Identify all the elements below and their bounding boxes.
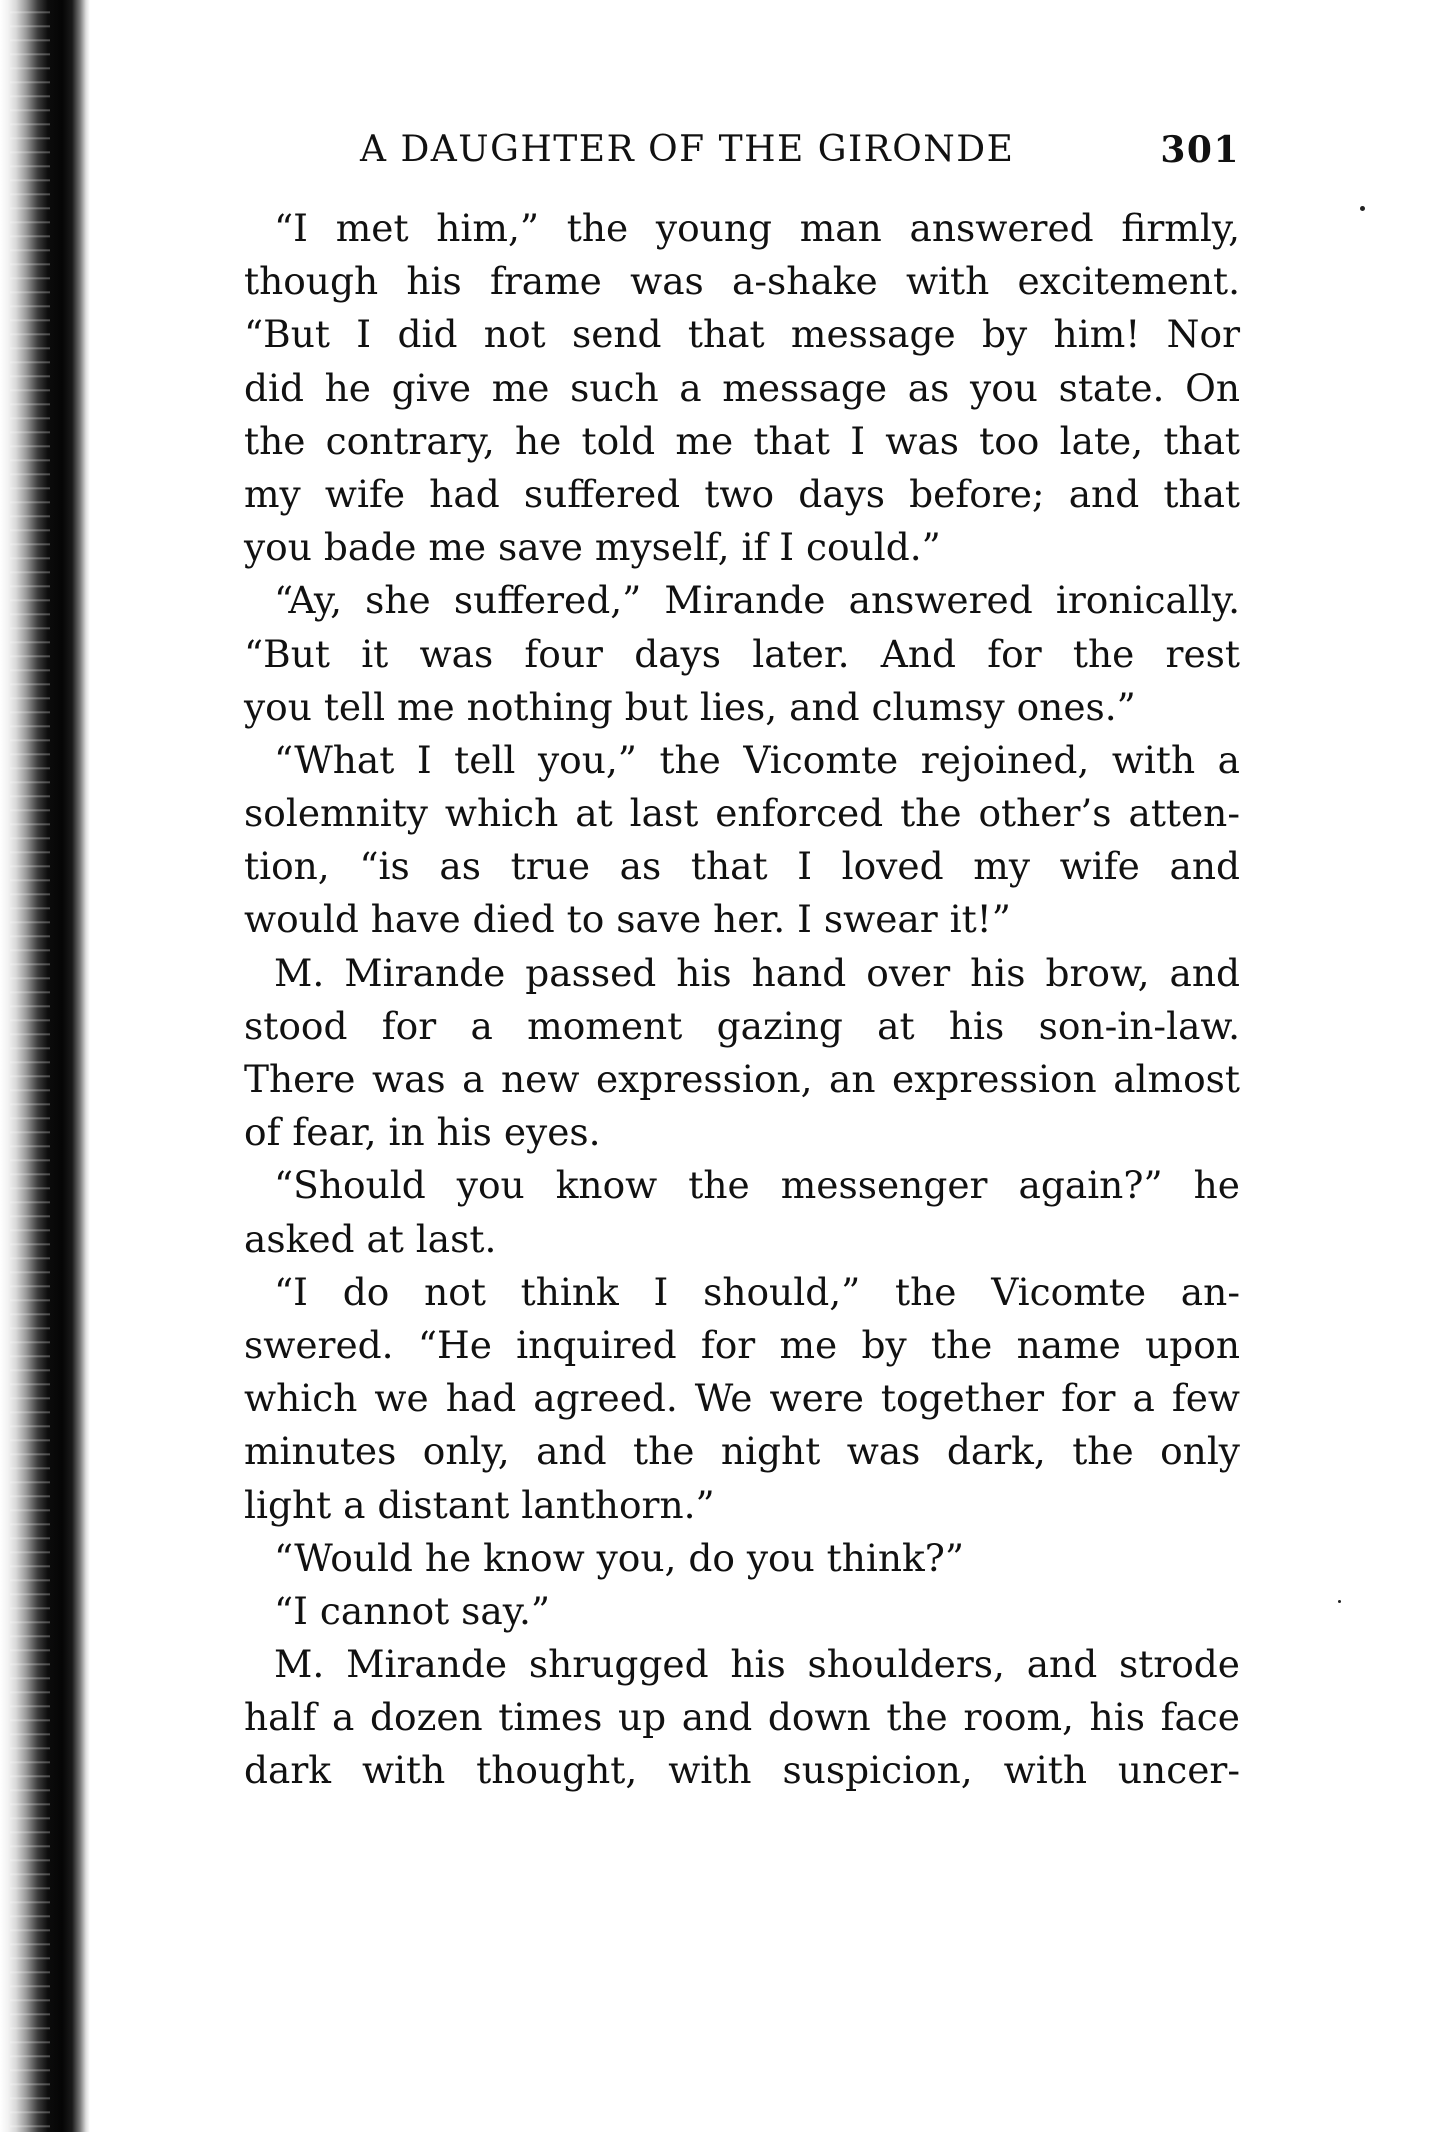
- text-line: half a dozen times up and down the room, his face: [244, 1695, 1240, 1740]
- text-line: though his frame was a-shake with excitement.: [244, 259, 1240, 304]
- text-line: “Would he know you, do you think?”: [274, 1535, 965, 1580]
- text-line: “Ay, she suffered,” Mirande answered ironically.: [274, 578, 1240, 623]
- body-text: [244, 202, 1240, 1798]
- text-line: M. Mirande passed his hand over his brow, and: [274, 950, 1240, 995]
- text-line: swered. “He inquired for me by the name upon: [244, 1322, 1240, 1367]
- ink-speck: [1338, 1600, 1341, 1603]
- running-header-title: A DAUGHTER OF THE GIRONDE: [360, 129, 1015, 170]
- text-line: you bade me save myself, if I could.”: [244, 525, 941, 570]
- text-line: tion, “is as true as that I loved my wife and: [244, 844, 1240, 889]
- text-line: of fear, in his eyes.: [244, 1110, 601, 1155]
- text-line: stood for a moment gazing at his son-in-law.: [244, 1003, 1240, 1048]
- text-line: “I do not think I should,” the Vicomte an-: [274, 1269, 1240, 1314]
- text-line: the contrary, he told me that I was too late, that: [244, 418, 1240, 463]
- text-line: “I met him,” the young man answered firmly,: [274, 206, 1240, 250]
- text-line: my wife had suffered two days before; and that: [244, 471, 1240, 516]
- text-line: minutes only, and the night was dark, the only: [244, 1429, 1240, 1474]
- text-line: light a distant lanthorn.”: [244, 1482, 715, 1527]
- text-line: M. Mirande shrugged his shoulders, and strode: [274, 1642, 1240, 1687]
- text-line: which we had agreed. We were together for a few: [244, 1376, 1240, 1421]
- text-line: “But it was four days later. And for the rest: [244, 631, 1240, 676]
- text-line: “What I tell you,” the Vicomte rejoined, with a: [274, 737, 1240, 782]
- ink-speck: [1360, 206, 1365, 211]
- text-line: would have died to save her. I swear it!”: [244, 897, 1011, 942]
- text-line: dark with thought, with suspicion, with uncer-: [244, 1748, 1240, 1793]
- text-line: “Should you know the messenger again?” he: [274, 1163, 1240, 1208]
- text-line: did he give me such a message as you state. On: [244, 365, 1240, 410]
- text-line: solemnity which at last enforced the other’s atten-: [244, 791, 1240, 836]
- running-header: [360, 120, 1240, 180]
- page-number: 301: [1160, 129, 1240, 171]
- binding-speckle: [10, 0, 50, 2132]
- text-line: asked at last.: [244, 1216, 497, 1261]
- text-line: There was a new expression, an expression almost: [244, 1057, 1240, 1101]
- text-line: you tell me nothing but lies, and clumsy ones.”: [244, 684, 1136, 729]
- text-line: “But I did not send that message by him! Nor: [244, 312, 1240, 357]
- text-line: “I cannot say.”: [274, 1588, 551, 1633]
